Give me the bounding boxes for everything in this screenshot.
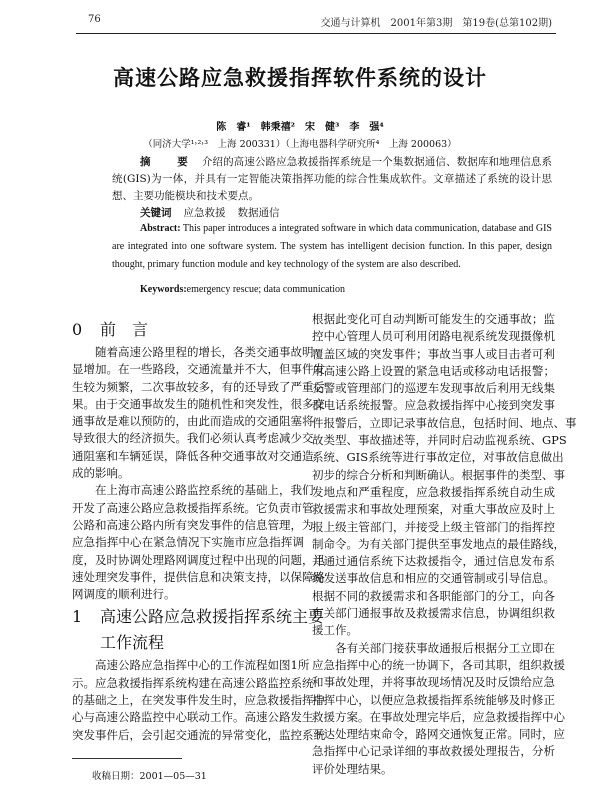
keywords-en [140,284,345,295]
text-line: 救援方案。在事故处理完毕后，应急救援指挥中心 [312,709,565,724]
abstract-cn-text: 介绍的高速公路应急救援指挥系统是一个集数据通信、数据库和地理信息系统(GIS)为一体，并具有一定智能决策指挥功能的综合性集成软件。文章描述了系统的设计思想、主要功能模块和技术要点。 [112,156,552,202]
text-line: 统发送事故信息和相应的交通管制或引导信息。 [312,571,555,586]
text-line: 导致很大的经济损失。我们必须认真考虑减少交 [72,431,314,446]
text-line: 高速公路应急指挥中心的工作流程如图1所 [95,658,310,673]
keywords-cn [140,205,292,220]
text-line: 群电话系统报警。应急救援指挥中心接到突发事 [312,398,555,413]
left-column [72,316,325,744]
text-line: 发地点和严重程度，应急救援指挥系统自动生成 [312,484,555,499]
section-heading-text: 高速公路应急救援指挥系统主要 [100,607,325,627]
abstract-en-label: Abstract: [140,223,181,234]
text-line: 评价处理结果。 [312,761,393,776]
section-number: 0 [72,320,83,339]
keyword: 应急救援 [183,207,226,219]
text-line: 网调度的顺利进行。 [72,587,176,602]
section-heading-text: 工作流程 [100,633,165,653]
text-line: 开发了高速公路应急救援指挥系统。它负责市管 [72,500,314,515]
text-line: 各有关部门接获事故通报后根据分工立即在 [335,640,555,655]
authors: 陈 睿¹ 韩秉禧² 宋 健³ 李 强⁴ [216,122,384,133]
journal-header: 交通与计算机 2001年第3期 第19卷(总第102期) [320,18,552,29]
section-heading [72,318,304,341]
text-line: 和事故处理，并将事故现场情况及时反馈给应急 [312,675,555,690]
abstract-en [112,220,552,274]
section-heading [72,605,325,628]
section-heading [72,631,304,654]
affiliations: （同济大学¹˒²˒³ 上海 200331）（上海电器科学研究所⁴ 上海 200063） [143,139,457,150]
text-line: 指挥中心，以便应急救援指挥系统能够及时修正 [312,692,555,707]
text-line: 救援需求和事故处理预案，对重大事故应及时上 [312,502,555,517]
text-line: 在上海市高速公路监控系统的基础上，我们 [95,483,314,498]
text-line: 突发事件后，会引起交通流的异常变化，监控系统 [72,727,325,742]
text-line: 并通过通信系统下达救援指令，通过信息发布系 [312,554,555,569]
text-line: 控中心管理人员可利用闭路电视系统发现摄像机 [312,329,555,344]
section-heading-text: 前 言 [100,320,149,339]
abstract-en-text: This paper introduces a integrated software in which data communication, database and GIS are integrated into one software system. The system has intelligent decision function. In this paper, design thought, primary function module and key technology of the system are also described. [112,223,552,270]
page-number: 76 [88,14,101,25]
text-line: 下达处理结束命令，路网交通恢复正常。同时，应 [312,727,565,742]
text-line: 通阻塞和车辆延误，降低各种交通事故对交通造 [72,448,314,463]
text-line: 系统、GIS系统等进行事故定位，对事故信息做出 [312,450,564,465]
text-line: 生较为频繁，二次事故较多，有的还导致了严重后 [72,379,325,394]
keywords-en-label: Keywords: [140,284,187,295]
text-line: 报上级主管部门，并接受上级主管部门的指挥控 [312,519,555,534]
keywords-en-text: emergency rescue; data communication [186,284,346,295]
text-line: 的基础之上，在突发事件发生时，应急救援指挥中 [72,693,325,708]
text-line: 援工作。 [312,623,358,638]
text-line: 交警或管理部门的巡逻车发现事故后利用无线集 [312,381,555,396]
header-rule [76,33,556,34]
text-line: 度，及时协调处理路网调度过程中出现的问题，迅 [72,552,325,567]
text-line: 根据此变化可自动判断可能发生的交通事故；监 [312,312,555,326]
text-line: 有关部门通报事故及救援需求信息，协调组织救 [312,606,555,621]
text-line: 公路和高速公路内所有突发事件的信息管理，为 [72,517,314,532]
right-column [312,311,577,778]
text-line: 覆盖区域的突发事件；事故当事人或目击者可利 [312,346,555,361]
text-line: 件报警后，立即记录事故信息，包括时间、地点、事 [312,415,577,430]
text-line: 通事故是难以预防的，由此而造成的交通阻塞将 [72,414,314,429]
text-line: 成的影响。 [72,466,130,481]
text-line: 显增加。在一些路段，交通流量并不大，但事件发 [72,362,325,377]
text-line: 故类型、事故描述等，并同时启动监视系统、GPS [312,433,567,448]
text-line: 急指挥中心记录详细的事故救援处理报告，分析 [312,744,555,759]
text-line: 制命令。为有关部门提供至事发地点的最佳路线， [312,536,565,551]
text-line: 根据不同的救援需求和各职能部门的分工，向各 [312,588,555,603]
received-date: 收稿日期：2001—05—31 [92,771,207,782]
text-line: 用高速公路上设置的紧急电话或移动电话报警； [312,363,555,378]
text-line: 速处理突发事件，提供信息和决策支持，以保障路 [72,569,325,584]
text-line: 初步的综合分析和判断确认。根据事件的类型、事 [312,467,565,482]
text-line: 应急指挥中心的统一协调下，各司其职，组织救援 [312,657,565,672]
footnote-rule [72,758,182,759]
keyword: 数据通信 [237,207,280,219]
text-line: 心与高速公路监控中心联动工作。高速公路发生 [72,710,314,725]
section-number: 1 [72,607,83,627]
text-line: 示。应急救援指挥系统构建在高速公路监控系统 [72,675,314,690]
text-line: 随着高速公路里程的增长，各类交通事故明 [95,345,314,359]
text-line: 应急指挥中心在紧急情况下实施市应急指挥调 [72,535,304,550]
paper-title: 高速公路应急救援指挥软件系统的设计 [113,65,487,90]
keywords-cn-label: 关键词 [140,207,172,219]
text-line: 果。由于交通事故发生的随机性和突发性，很多交 [72,396,325,411]
abstract-cn-label: 摘 要 [140,156,196,168]
abstract-cn [112,154,552,205]
